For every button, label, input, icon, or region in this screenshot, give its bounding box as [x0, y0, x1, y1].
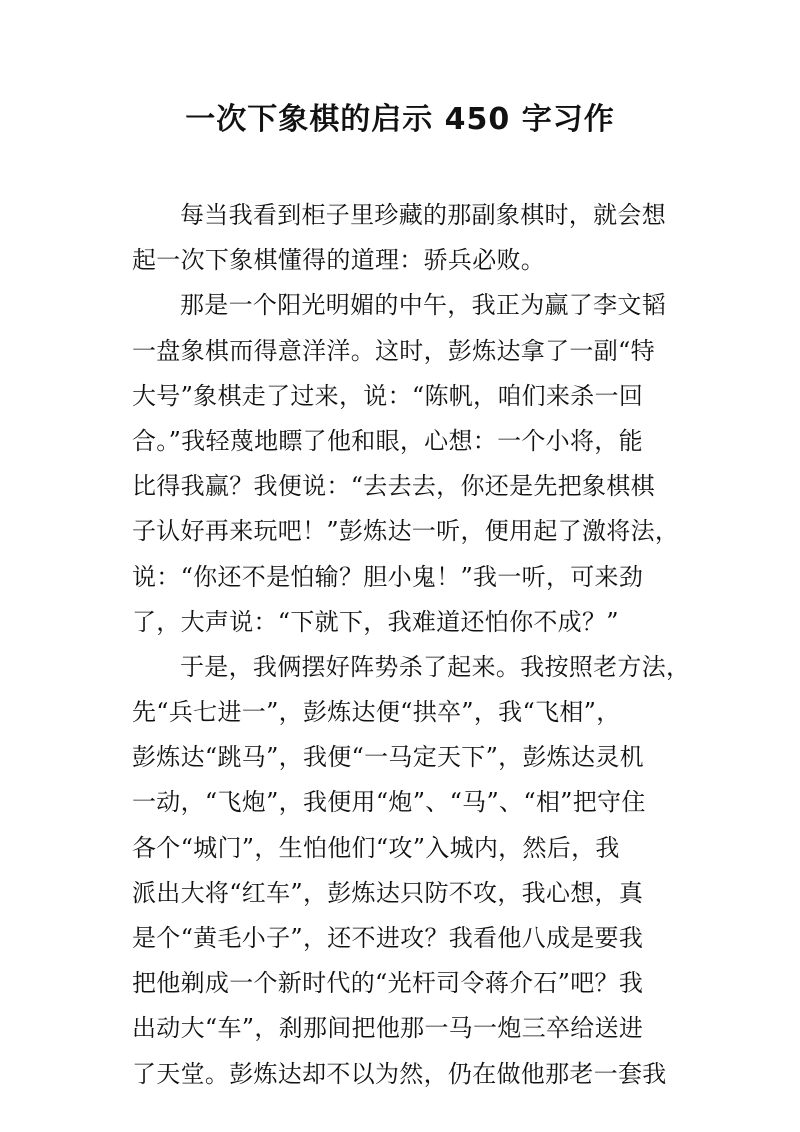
text-line: 那是一个阳光明媚的中午，我正为赢了李文韬	[180, 291, 666, 320]
text-line: 是个“黄毛小子”，还不进攻？我看他八成是要我	[132, 924, 644, 952]
text-line: 一盘象棋而得意洋洋。这时，彭炼达拿了一副“特	[132, 336, 655, 365]
text-line: 派出大将“红车”，彭炼达只防不攻，我心想，真	[132, 878, 644, 907]
text-line: 说：“你还不是怕输？胆小鬼！”我一听，可来劲	[132, 562, 644, 591]
page-title: 一次下象棋的启示 450 字习作	[185, 102, 615, 137]
text-line: 了天堂。彭炼达却不以为然，仍在做他那老一套我	[132, 1059, 667, 1088]
text-line: 每当我看到柜子里珍藏的那副象棋时，就会想	[180, 201, 666, 229]
text-line: 合。”我轻蔑地瞟了他和眼，心想：一个小将，能	[132, 426, 643, 455]
text-line: 子认好再来玩吧！”彭炼达一听，便用起了激将法，	[132, 517, 680, 546]
text-line: 了，大声说：“下就下，我难道还怕你不成？”	[132, 607, 619, 636]
text-line: 出动大“车”，刹那间把他那一马一炮三卒给送进	[132, 1014, 644, 1043]
text-line: 大号”象棋走了过来，说：“陈帆，咱们来杀一回	[132, 381, 644, 410]
text-line: 比得我赢？我便说：“去去去，你还是先把象棋棋	[132, 472, 655, 501]
text-line: 彭炼达“跳马”，我便“一马定天下”，彭炼达灵机	[132, 743, 644, 772]
text-line: 于是，我俩摆好阵势杀了起来。我按照老方法，	[180, 652, 691, 681]
text-line: 先“兵七进一”，彭炼达便“拱卒”，我“飞相”，	[132, 698, 621, 727]
text-line: 各个“城门”，生怕他们“攻”入城内，然后，我	[132, 833, 620, 862]
text-line: 起一次下象棋懂得的道理：骄兵必败。	[132, 246, 546, 275]
text-line: 把他剃成一个新时代的“光杆司令蒋介石”吧？我	[132, 969, 644, 998]
essay-body	[132, 193, 691, 1097]
text-line: 一动，“飞炮”，我便用“炮”、“马”、“相”把守住	[132, 788, 646, 817]
